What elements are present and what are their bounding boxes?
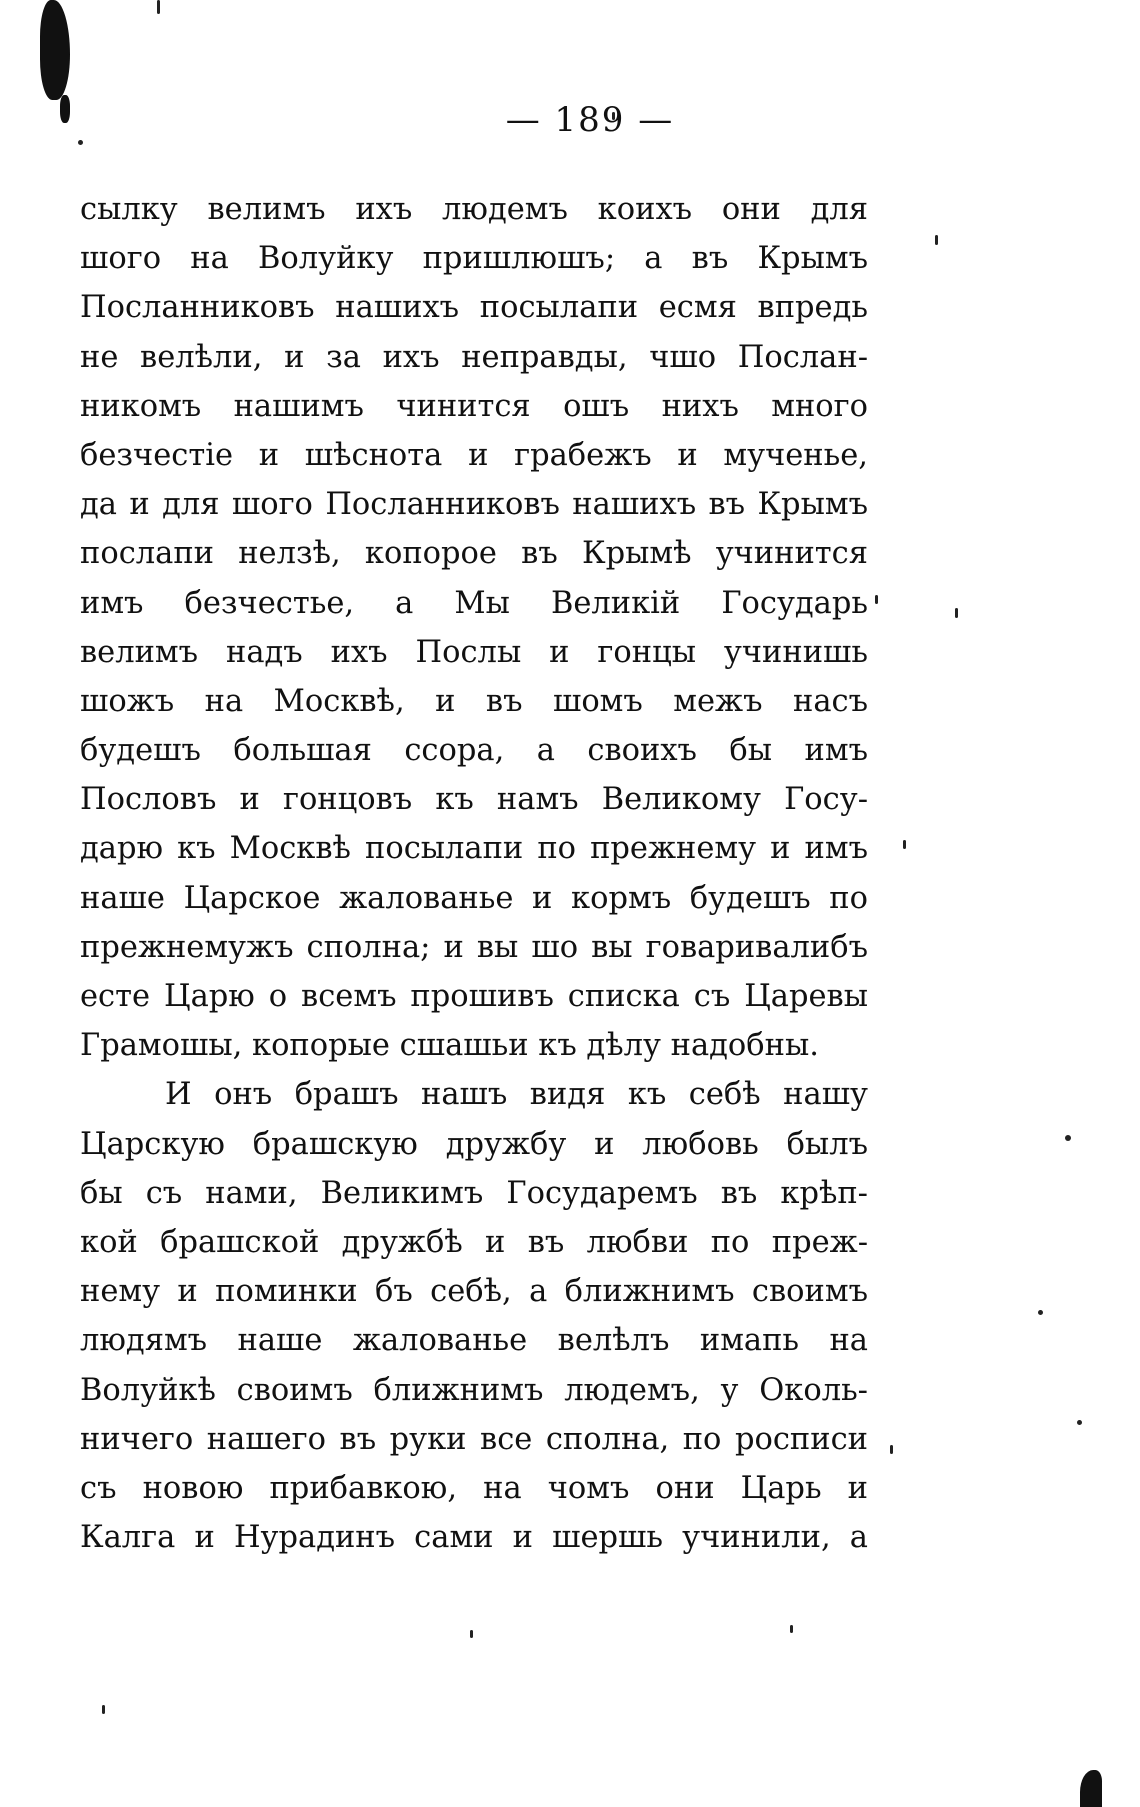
scan-speck (935, 235, 938, 245)
text-line: никомъ нашимъ чинится ошъ нихъ много (80, 388, 868, 424)
text-line: И онъ брашъ нашъ видя къ себѣ нашу (165, 1077, 868, 1113)
paragraph (80, 185, 868, 1070)
text-line: ничего нашего въ руки все сполна, по росписи (80, 1421, 868, 1457)
scan-speck (955, 608, 958, 618)
text-line: безчестіе и шѣснота и грабежъ и мученье, (80, 437, 868, 473)
scan-speck (157, 0, 160, 14)
text-line: людямъ наше жалованье велѣлъ имапь на (80, 1323, 868, 1359)
text-line: будешъ большая ссора, а своихъ бы имъ (80, 733, 868, 769)
text-line: не велѣли, и за ихъ неправды, чшо Послан- (80, 339, 868, 375)
scan-speck (102, 1705, 105, 1714)
page-number: — 189 — (505, 100, 675, 140)
text-line: Грамошы, копорые сшашьи къ дѣлу надобны. (80, 1028, 819, 1064)
text-line: шожъ на Москвѣ, и въ шомъ межъ насъ (80, 683, 868, 719)
scan-speck (470, 1630, 473, 1638)
paragraph (80, 1070, 868, 1562)
scan-speck (903, 840, 906, 849)
text-line: съ новою прибавкою, на чомъ они Царь и (80, 1470, 868, 1506)
text-line: Пословъ и гонцовъ къ намъ Великому Госу- (80, 782, 868, 818)
scan-speck (78, 140, 83, 145)
text-line: есте Царю о всемъ прошивъ списка съ Царевы (80, 979, 868, 1014)
text-line: Посланниковъ нашихъ посылапи есмя впредь (80, 290, 868, 326)
scan-speck (1038, 1310, 1043, 1315)
scan-speck (890, 1445, 893, 1454)
scan-speck (790, 1625, 793, 1633)
text-line: Царскую брашскую дружбу и любовь былъ (80, 1126, 868, 1162)
text-line: велимъ надъ ихъ Послы и гонцы учинишь (80, 634, 868, 670)
text-line: наше Царское жалованье и кормъ будешъ по (80, 880, 868, 916)
text-line: Калга и Нурадинъ сами и шершь учинили, а (80, 1520, 868, 1556)
text-line: имъ безчестье, а Мы Великій Государь (80, 585, 868, 621)
text-line: дарю къ Москвѣ посылапи по прежнему и имъ (80, 831, 868, 867)
text-line: нему и поминки бъ себѣ, а ближнимъ своимъ (80, 1274, 868, 1310)
text-line: шого на Волуйку пришлюшъ; а въ Крымъ (80, 241, 868, 277)
ink-blot-top-left (40, 0, 70, 100)
scan-speck (1077, 1420, 1082, 1425)
text-line: послапи нелзѣ, копорое въ Крымѣ учинится (80, 536, 868, 572)
ink-blot-bottom-right (1080, 1770, 1102, 1807)
text-line: Волуйкѣ своимъ ближнимъ людемъ, у Околь- (80, 1372, 868, 1408)
text-line: сылку велимъ ихъ людемъ коихъ они для (80, 192, 868, 227)
text-line: прежнемужъ сполна; и вы шо вы говаривалибъ (80, 929, 868, 965)
scan-speck (1065, 1135, 1071, 1141)
text-line: бы съ нами, Великимъ Государемъ въ крѣп- (80, 1175, 868, 1211)
body-text (80, 185, 868, 1562)
text-line: да и для шого Посланниковъ нашихъ въ Крымъ (80, 487, 868, 523)
scan-speck (875, 595, 878, 604)
text-line: кой брашской дружбѣ и въ любви по преж- (80, 1224, 868, 1260)
